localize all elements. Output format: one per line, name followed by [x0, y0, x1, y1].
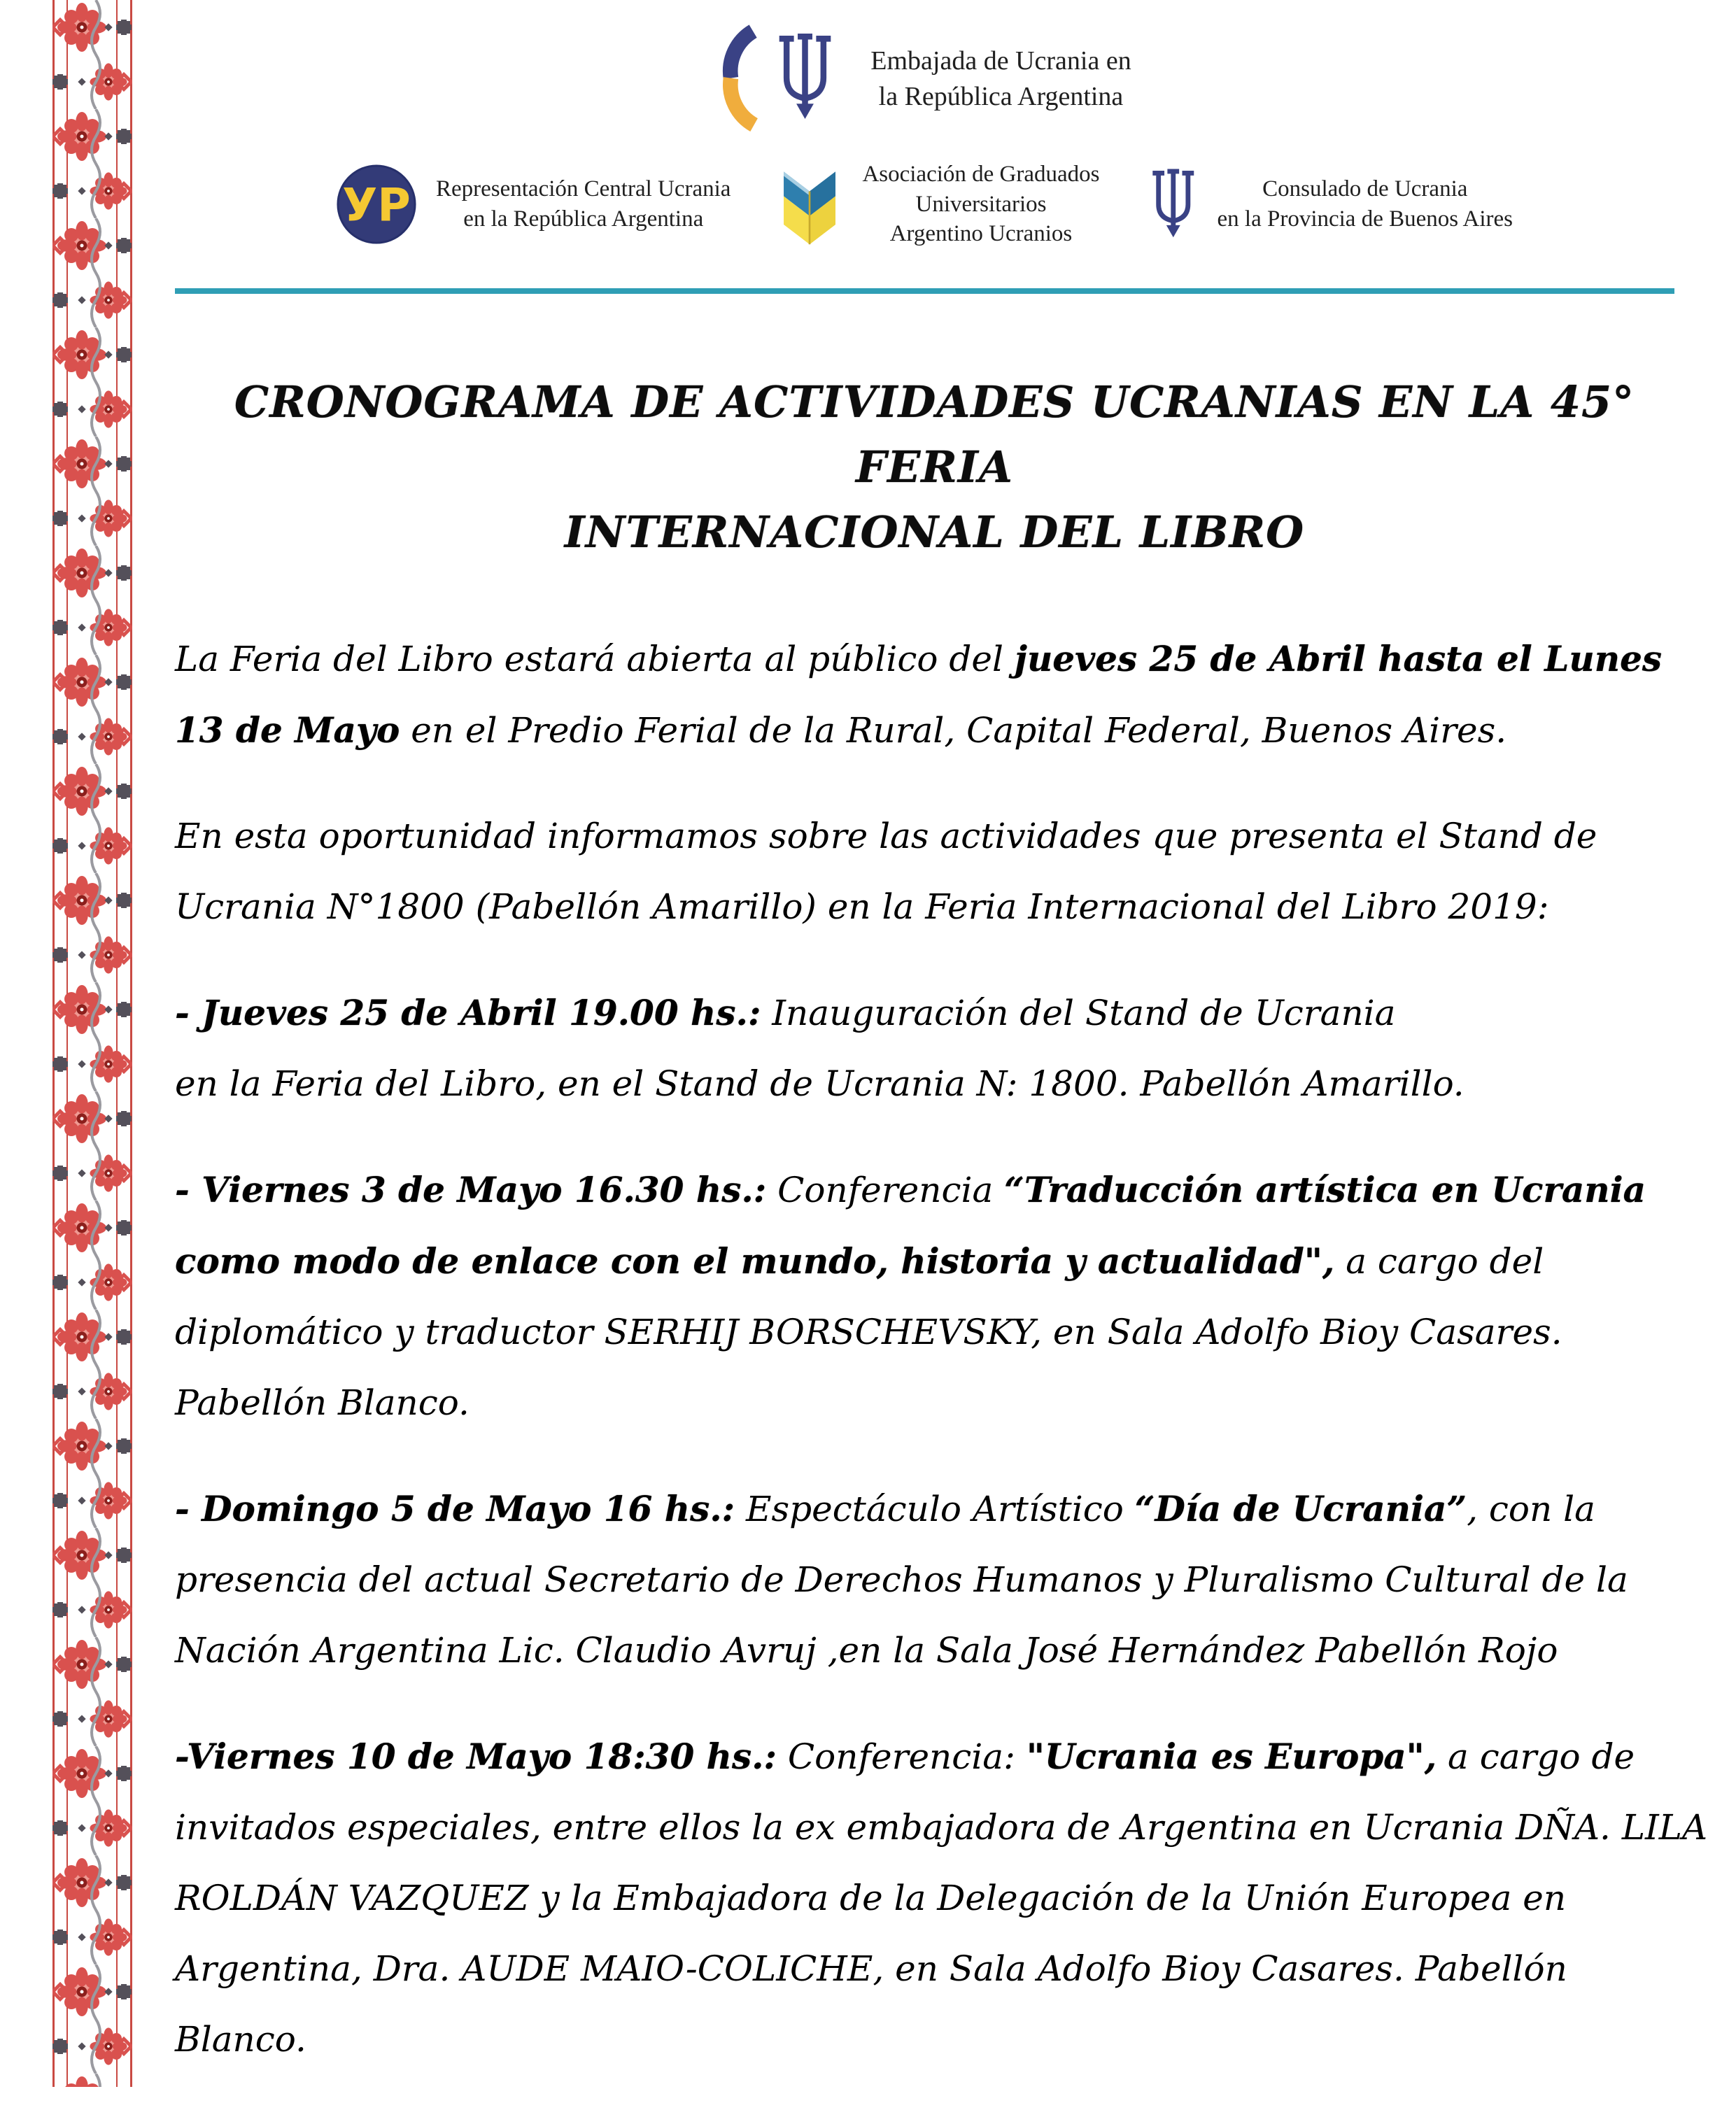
- page-title-line1: CRONOGRAMA DE ACTIVIDADES UCRANIAS EN LA 45° FERIA: [234, 376, 1635, 493]
- trident-icon: [1145, 163, 1199, 246]
- emphasis-text: - Domingo 5 de Mayo 16 hs.:: [175, 1488, 735, 1529]
- open-book-icon: [775, 158, 844, 250]
- org-asociacion-graduados: [775, 158, 1099, 250]
- page-title-line2: INTERNACIONAL DEL LIBRO: [564, 507, 1305, 558]
- emphasis-text: jueves 25 de Abril hasta el Lunes 13 de Mayo: [175, 638, 1663, 751]
- org-name-line: Argentino Ucranios: [889, 221, 1073, 247]
- schedule-body: [175, 623, 1708, 2075]
- organizations-header: [140, 158, 1708, 250]
- body-text: En esta oportunidad informamos sobre las actividades que presenta el Stand de Ucrania N°1800 (Pabellón Amarillo) en la Feria Internacional del Libro 2019:: [175, 816, 1597, 927]
- emphasis-text: “Día de Ucrania”: [1134, 1488, 1467, 1529]
- org-name-line: en la República Argentina: [463, 206, 704, 232]
- org-name-line: Representación Central Ucrania: [435, 176, 731, 202]
- svg-text:УР: УР: [342, 179, 411, 232]
- body-text: Inauguración del Stand de Ucrania: [761, 993, 1396, 1033]
- org-name: [1218, 174, 1513, 234]
- crescent-and-trident-icon: [710, 24, 847, 134]
- org-representacion-central: [335, 163, 731, 246]
- schedule-item-jueves-25-abril: [175, 977, 1708, 1119]
- org-consulado: [1145, 163, 1513, 246]
- body-text: a cargo de invitados especiales, entre ellos la ex embajadora de Argentina en Ucrania DÑA. LILA ROLDÁN VAZQUEZ y la Embajadora de la Delegación de la Unión Europea en Argentina, Dra. AUDE MAIO-COLICHE, en Sala Adolfo Bioy Casares. Pabellón Blanco.: [175, 1736, 1708, 2060]
- embassy-name-line2: la República Argentina: [878, 82, 1124, 111]
- rcu-monogram-icon: [335, 163, 418, 246]
- org-name-line: Consulado de Ucrania: [1262, 176, 1468, 202]
- body-text: en la Feria del Libro, en el Stand de Ucrania N: 1800. Pabellón Amarillo.: [175, 1063, 1465, 1104]
- embassy-name-line1: Embajada de Ucrania en: [870, 45, 1131, 76]
- body-text: Espectáculo Artístico: [735, 1489, 1135, 1529]
- org-name-line: Universitarios: [915, 191, 1047, 217]
- body-text: Conferencia:: [777, 1736, 1026, 1777]
- body-text: en el Predio Ferial de la Rural, Capital Federal, Buenos Aires.: [400, 710, 1507, 751]
- emphasis-text: - Viernes 3 de Mayo 16.30 hs.:: [175, 1169, 767, 1210]
- emphasis-text: "Ucrania es Europa",: [1026, 1736, 1437, 1777]
- paragraph-fair-dates: [175, 623, 1708, 766]
- paragraph-stand-info: [175, 801, 1708, 942]
- body-text: , con la presencia del actual Secretario de Derechos Humanos y Pluralismo Cultural de la Nación Argentina Lic. Claudio Avruj ,en la Sala José Hernández Pabellón Rojo: [175, 1489, 1628, 1671]
- schedule-item-viernes-3-mayo: [175, 1154, 1708, 1438]
- schedule-item-domingo-5-mayo: [175, 1473, 1708, 1686]
- schedule-item-viernes-10-mayo: [175, 1721, 1708, 2075]
- org-name-line: en la Provincia de Buenos Aires: [1217, 206, 1513, 232]
- body-text: La Feria del Libro estará abierta al público del: [175, 639, 1015, 679]
- emphasis-text: -Viernes 10 de Mayo 18:30 hs.:: [175, 1736, 777, 1777]
- separator-line: [175, 288, 1674, 294]
- body-text: Conferencia: [766, 1170, 1005, 1210]
- embassy-name: [870, 43, 1131, 115]
- org-name: [862, 160, 1099, 250]
- org-name-line: Asociación de Graduados: [862, 161, 1100, 187]
- embassy-header: [147, 24, 1694, 134]
- emphasis-text: - Jueves 25 de Abril 19.00 hs.:: [175, 992, 761, 1033]
- page-title: [175, 369, 1694, 565]
- org-name: [436, 174, 731, 234]
- emphasis-text: “Traducción artística en Ucrania como modo de enlace con el mundo, historia y actualidad",: [175, 1169, 1646, 1282]
- body-text: a cargo del diplomático y traductor SERHIJ BORSCHEVSKY, en Sala Adolfo Bioy Casares. Pabellón Blanco.: [175, 1241, 1562, 1423]
